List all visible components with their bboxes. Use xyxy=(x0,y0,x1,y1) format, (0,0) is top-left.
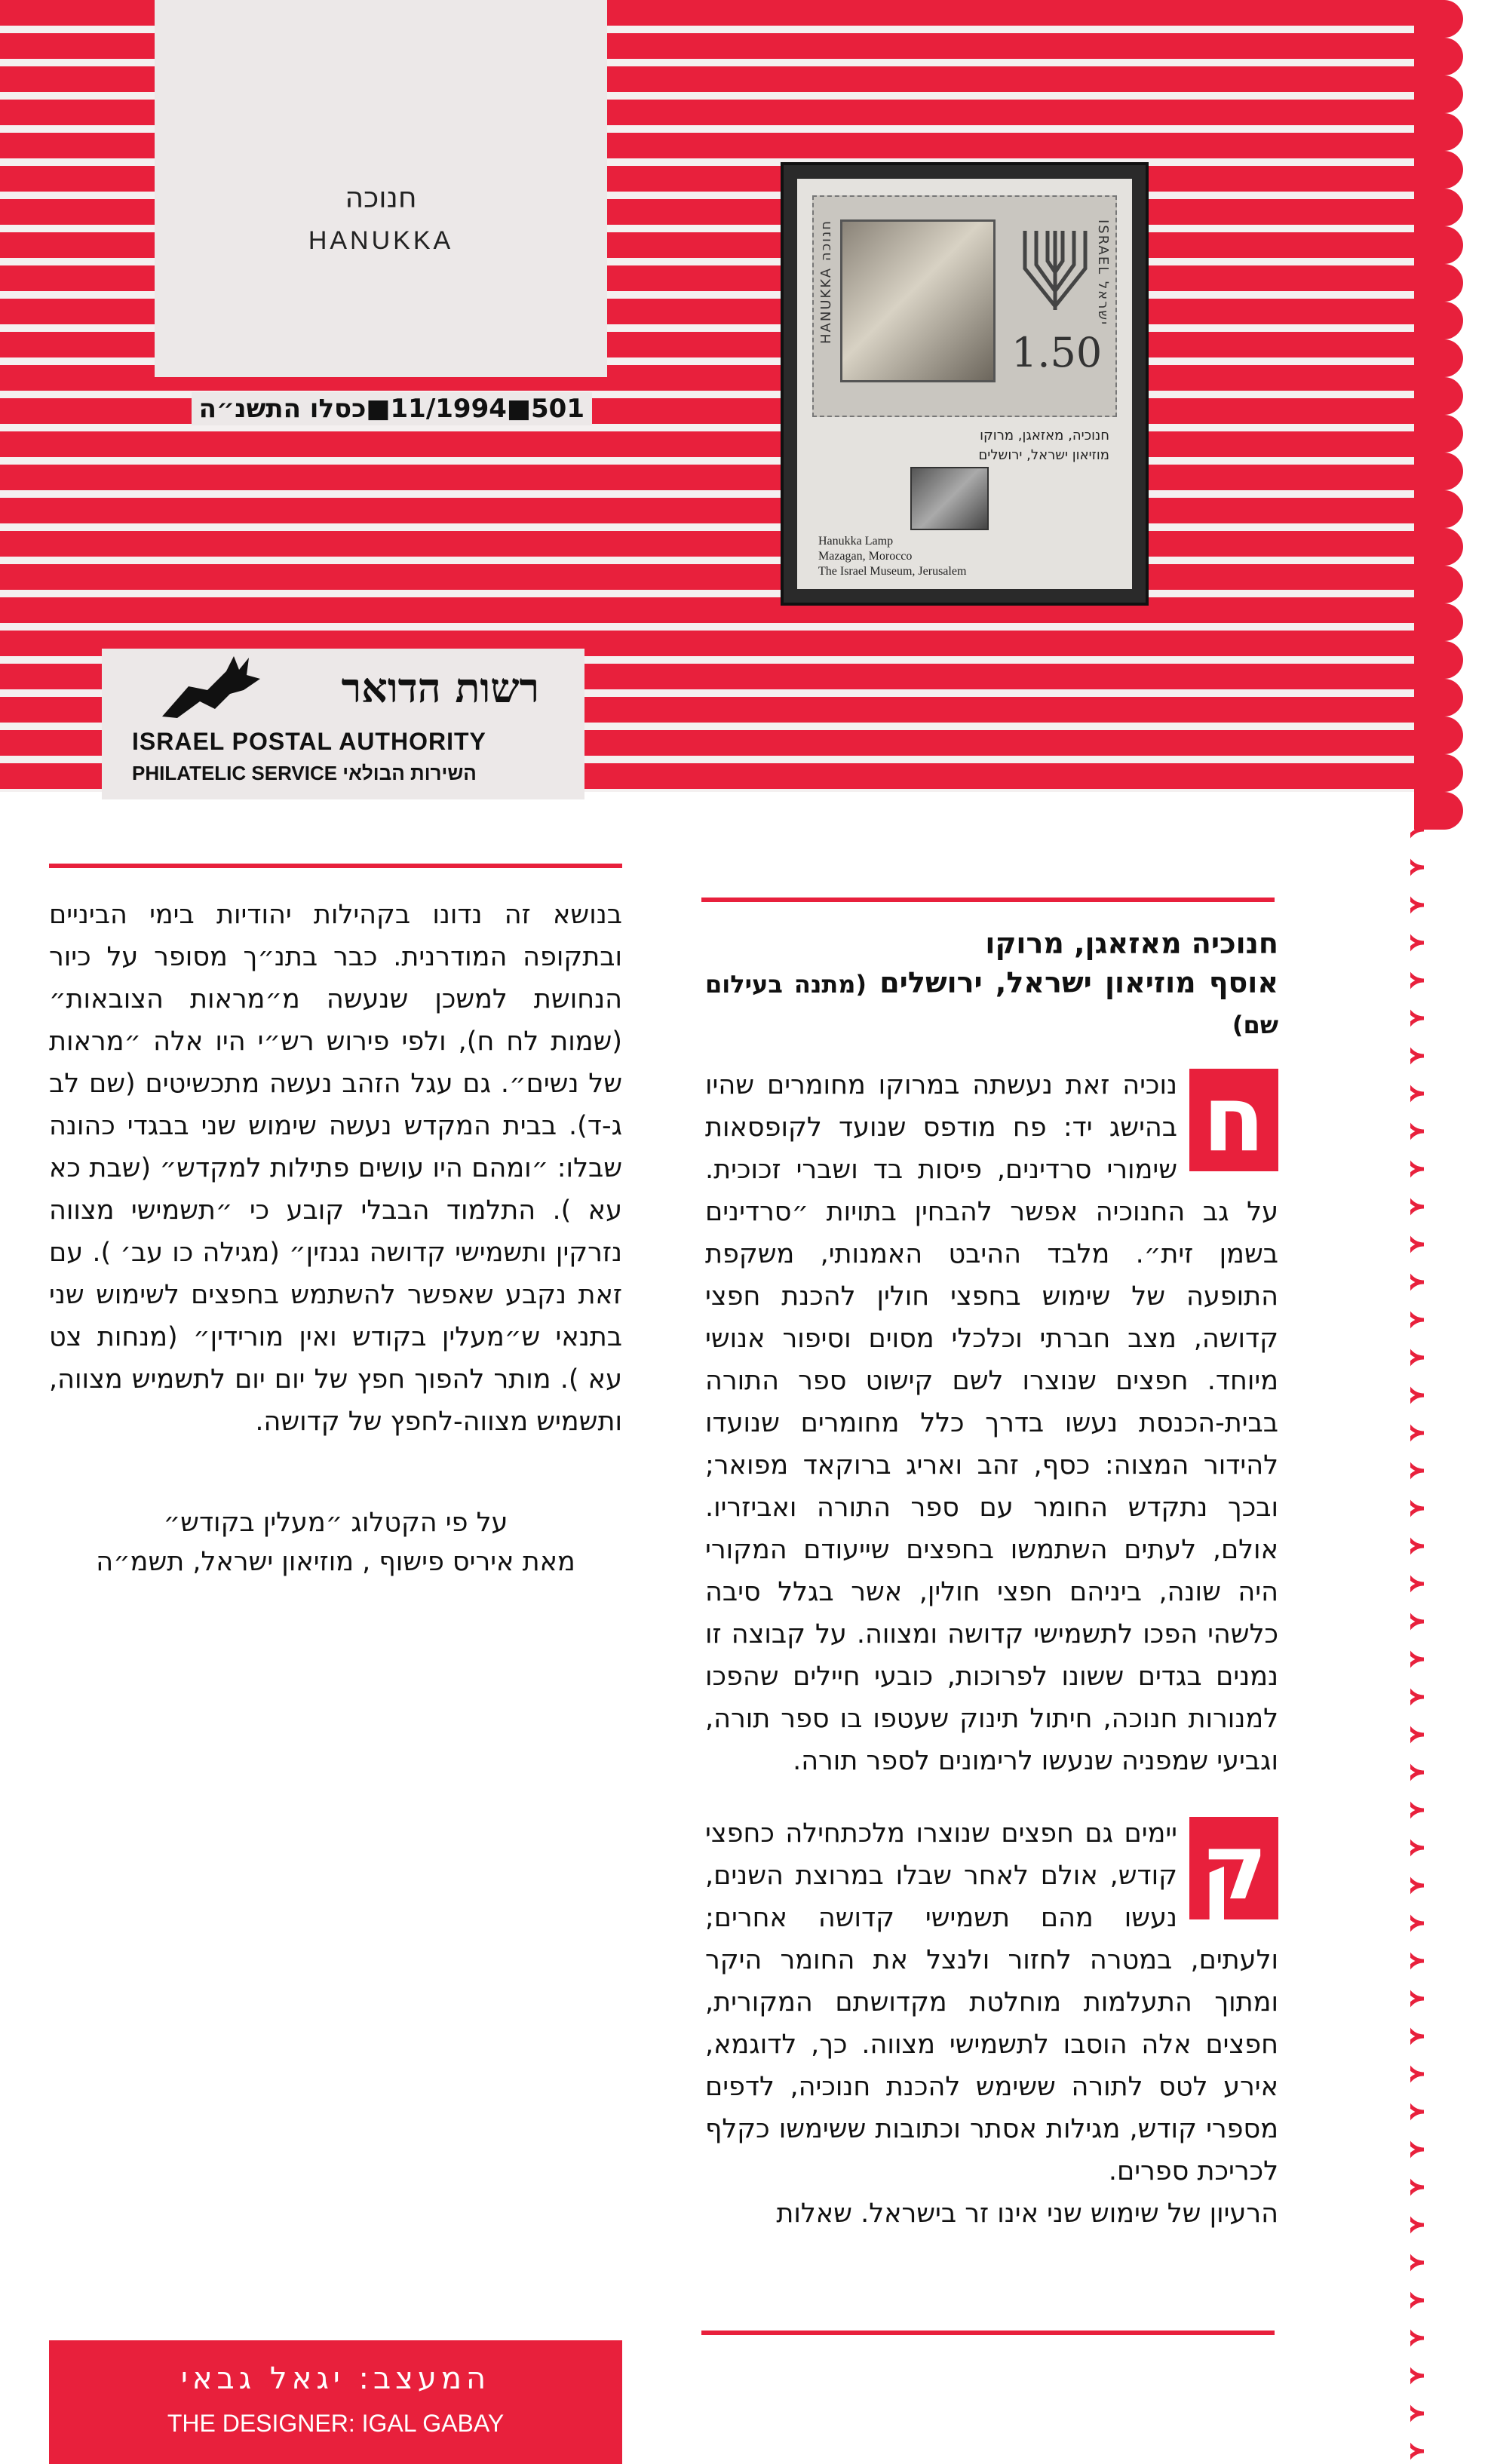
paragraph-1 xyxy=(705,1064,1278,1782)
stamp-tab xyxy=(812,422,1117,578)
menorah-icon xyxy=(1017,223,1093,314)
drop-cap-2: ק xyxy=(1189,1817,1278,1919)
logo-english-name: ISRAEL POSTAL AUTHORITY xyxy=(132,728,486,755)
tab-hebrew-line-2: מוזיאון ישראל, ירושלים xyxy=(978,447,1109,463)
postal-authority-logo xyxy=(102,649,584,799)
designer-box xyxy=(49,2340,622,2464)
tab-english-line-3: The Israel Museum, Jerusalem xyxy=(818,565,967,578)
logo-service-name: PHILATELIC SERVICE השירות הבולאי xyxy=(132,762,477,784)
stamp-sheet xyxy=(797,179,1132,589)
tab-lamp-picture xyxy=(910,467,989,530)
article-title: חנוכיה מאזאגן, מרוקו xyxy=(985,927,1278,960)
paragraph-2-text: יימים גם חפצים שנוצרו מלכתחילה כחפצי קודש, אולם לאחר שבלו במרוצת השנים, נעשו מהם תשמישי קדושה אחרים; ולעתים, במטרה לחזור ולנצל את החומר היקר ומתוך התעלמות מוחלטת מקדושתם המקורית, חפצים אלה הוסבו לתשמישי מצווה. כך, לדוגמא, אירע לטס לתורה ששימש להכנת חנוכיה, לדפים מספרי קודש, מגילות אסתר וכתובות ששימשו כקלף לכריכת ספרים. xyxy=(705,1818,1278,2186)
tab-english-line-1: Hanukka Lamp xyxy=(818,535,894,548)
divider-bottom-right xyxy=(701,2331,1275,2335)
tab-english-line-2: Mazagan, Morocco xyxy=(818,550,913,563)
article-right-column xyxy=(705,924,1278,2235)
scallop-border-right xyxy=(1410,830,1488,2464)
divider-left xyxy=(49,864,622,868)
title-panel xyxy=(155,0,607,424)
logo-hebrew-name: רשות הדואר xyxy=(341,664,539,712)
designer-hebrew: המעצב: יגאל גבאי xyxy=(180,2361,491,2396)
paragraph-3: הרעיון של שימוש שני אינו זר בישראל. שאלות xyxy=(776,2199,1278,2229)
source-line-2: מאת איריס פישוף , מוזיאון ישראל, תשמ״ה xyxy=(96,1547,575,1577)
deer-logo-icon xyxy=(155,649,268,720)
source-line-1: על פי הקטלוג ״מעלין בקודש״ xyxy=(163,1508,508,1538)
subtitle-note: (מתנה בעילום שם) xyxy=(705,970,1278,1039)
divider-right xyxy=(701,898,1275,902)
article-left-column xyxy=(49,894,622,1582)
stamp-side-label-left: HANUKKA חנוכה xyxy=(818,219,834,344)
tab-hebrew-line-1: חנוכיה, מאזאגן, מרוקו xyxy=(980,428,1109,443)
issue-line: 501■11/1994■כסלו התשנ״ה xyxy=(192,392,592,425)
stamp-side-label-right: ISRAEL ישראל xyxy=(1095,219,1111,327)
drop-cap-1: ח xyxy=(1189,1069,1278,1171)
hanukka-lamp-picture xyxy=(840,219,996,382)
designer-english: THE DESIGNER: IGAL GABAY xyxy=(167,2410,505,2437)
source-note xyxy=(49,1503,622,1582)
left-column-text: בנושא זה נדונו בקהילות יהודיות בימי הביניים ובתקופה המודרנית. כבר בתנ״ך מסופר על כיור הנחושת למשכן שנעשה מ״מראות הצובאות״ (שמות לח ח), ולפי פירוש רש״י היו אלה ״מראות של נשים״. גם עגל הזהב נעשה מתכשיטים (שם לב ג-ד). בבית המקדש נעשה שימוש שני בבגדי כהונה שבלו: ״ומהם היו עושים פתילות למקדש״ (שבת כא עא ). התלמוד הבבלי קובע כי ״תשמישי מצווה נזרקין ותשמישי קדושה נגנזין״ (מגילה כו עב׳ ). עם זאת נקבע שאפשר להשתמש בחפצים לשימוש שני בתנאי ש״מעלין בקודש ואין מורידין״ (מנחות צט עא ). מותר להפוך חפץ של יום יום לתשמיש מצווה, ותשמיש מצווה-לחפץ של קדושה. xyxy=(49,900,622,1437)
paragraph-2 xyxy=(705,1812,1278,2192)
stamp-frame xyxy=(781,162,1149,606)
title-hebrew: חנוכה xyxy=(345,181,417,214)
subtitle-text: אוסף מוזיאון ישראל, ירושלים xyxy=(879,966,1278,999)
stamp xyxy=(812,195,1117,417)
article-subtitle xyxy=(705,963,1278,1045)
scallop-border-top xyxy=(1414,0,1488,830)
title-english: HANUKKA xyxy=(308,226,454,255)
paragraph-1-text: נוכיה זאת נעשתה במרוקו מחומרים שהיו בהישג יד: פח מודפס שנועד לקופסאות שימורי סרדינים, פיסות בד ושברי זכוכית. על גב החנוכיה אפשר להבחין בתויות ״סרדינים בשמן זית״. מלבד ההיבט האמנותי, משקפת התופעה של שימוש בחפצי חולין להכנת חפצי קדושה, מצב חברתי וכלכלי מסוים וסיפור אנושי מיוחד. חפצים שנוצרו לשם קישוט ספר התורה בבית-הכנסת נעשו בדרך כלל מחומרים שנועדו להידור המצוה: כסף, זהב ואריג ברוקאד מפואר; ובכך נתקדש החומר עם ספר התורה ואביזריו. אולם, לעתים השתמשו בחפצים שייעודם המקורי היה שונה, ביניהם חפצי חולין, אשר בגלל סיבה כלשהי הפכו לתשמישי קדושה ומצווה. על קבוצה זו נמנים בגדים ששונו לפרוכות, כובעי חיילים שהפכו למנורות חנוכה, חיתול תינוק שעטפו בו ספר תורה, וגביעי שמפניה שנעשו לרימונים לספר תורה. xyxy=(705,1070,1278,1776)
stamp-value: 1.50 xyxy=(1011,329,1103,376)
